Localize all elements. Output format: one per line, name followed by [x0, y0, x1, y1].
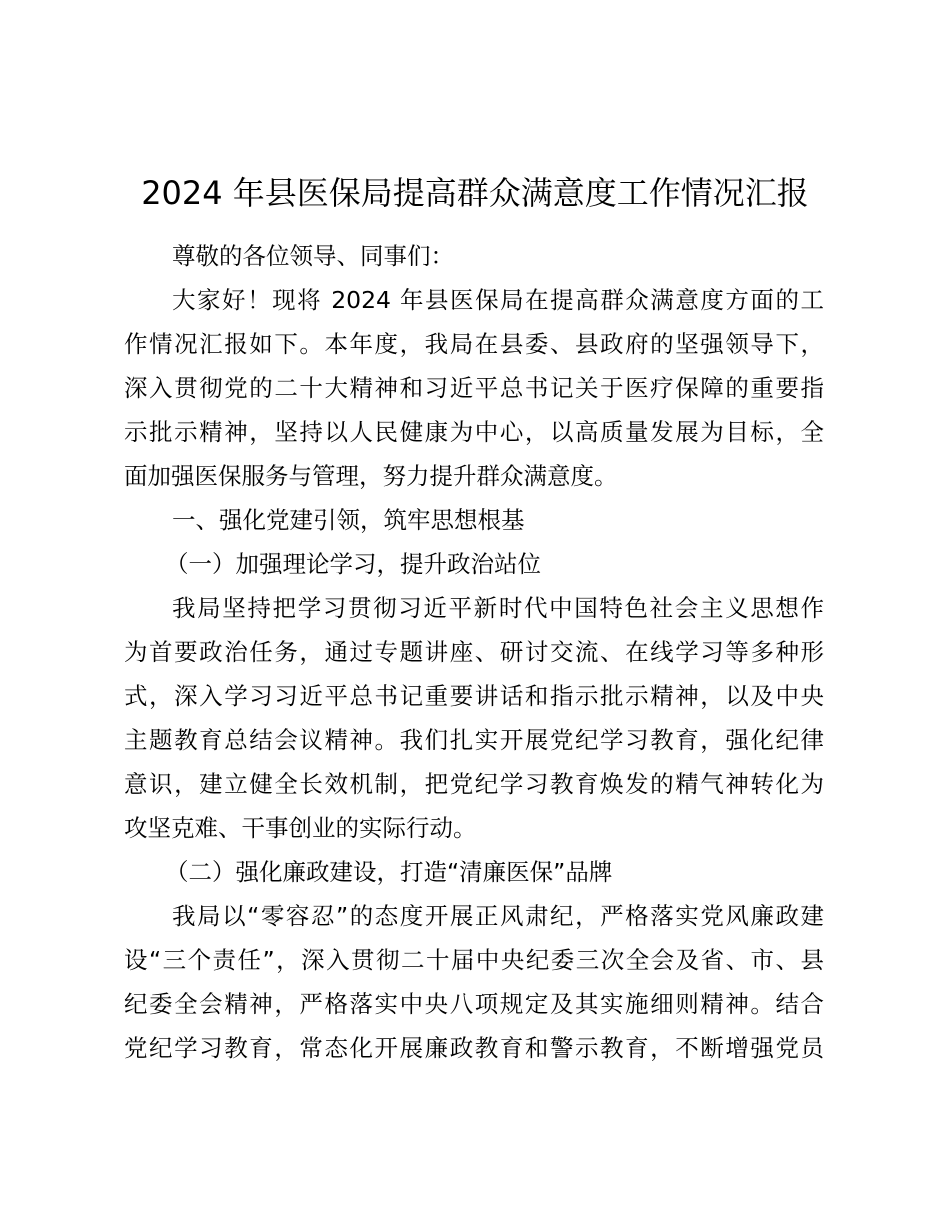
paragraph-line: 设“三个责任”，深入贯彻二十届中央纪委三次全会及省、市、县 — [124, 946, 824, 974]
paragraph-line: 大家好！现将 2024 年县医保局在提高群众满意度方面的工 — [172, 286, 824, 314]
paragraph-line: 我局以“零容忍”的态度开展正风肃纪，严格落实党风廉政建 — [172, 902, 824, 930]
paragraph-line: 为首要政治任务，通过专题讲座、研讨交流、在线学习等多种形 — [124, 638, 824, 666]
paragraph-line: 作情况汇报如下。本年度，我局在县委、县政府的坚强领导下， — [124, 330, 824, 358]
paragraph-line: 我局坚持把学习贯彻习近平新时代中国特色社会主义思想作 — [172, 594, 824, 622]
paragraph-line: 纪委全会精神，严格落实中央八项规定及其实施细则精神。结合 — [124, 990, 824, 1018]
paragraph-line: 示批示精神，坚持以人民健康为中心，以高质量发展为目标，全 — [124, 418, 824, 446]
salutation: 尊敬的各位领导、同事们： — [172, 242, 454, 270]
paragraph-line: 深入贯彻党的二十大精神和习近平总书记关于医疗保障的重要指 — [124, 374, 824, 402]
paragraph-line: 式，深入学习习近平总书记重要讲话和指示批示精神，以及中央 — [124, 682, 824, 710]
document-title: 2024 年县医保局提高群众满意度工作情况汇报 — [141, 174, 809, 212]
section-heading: 一、强化党建引领，筑牢思想根基 — [172, 506, 525, 534]
paragraph-line: 意识，建立健全长效机制，把党纪学习教育焕发的精气神转化为 — [124, 770, 824, 798]
subsection-heading: （二）强化廉政建设，打造“清廉医保”品牌 — [165, 858, 613, 886]
paragraph-line: 党纪学习教育，常态化开展廉政教育和警示教育，不断增强党员 — [124, 1034, 824, 1062]
paragraph-line: 面加强医保服务与管理，努力提升群众满意度。 — [124, 462, 618, 490]
paragraph-line: 攻坚克难、干事创业的实际行动。 — [124, 814, 477, 842]
subsection-heading: （一）加强理论学习，提升政治站位 — [165, 550, 541, 578]
paragraph-line: 主题教育总结会议精神。我们扎实开展党纪学习教育，强化纪律 — [124, 726, 824, 754]
